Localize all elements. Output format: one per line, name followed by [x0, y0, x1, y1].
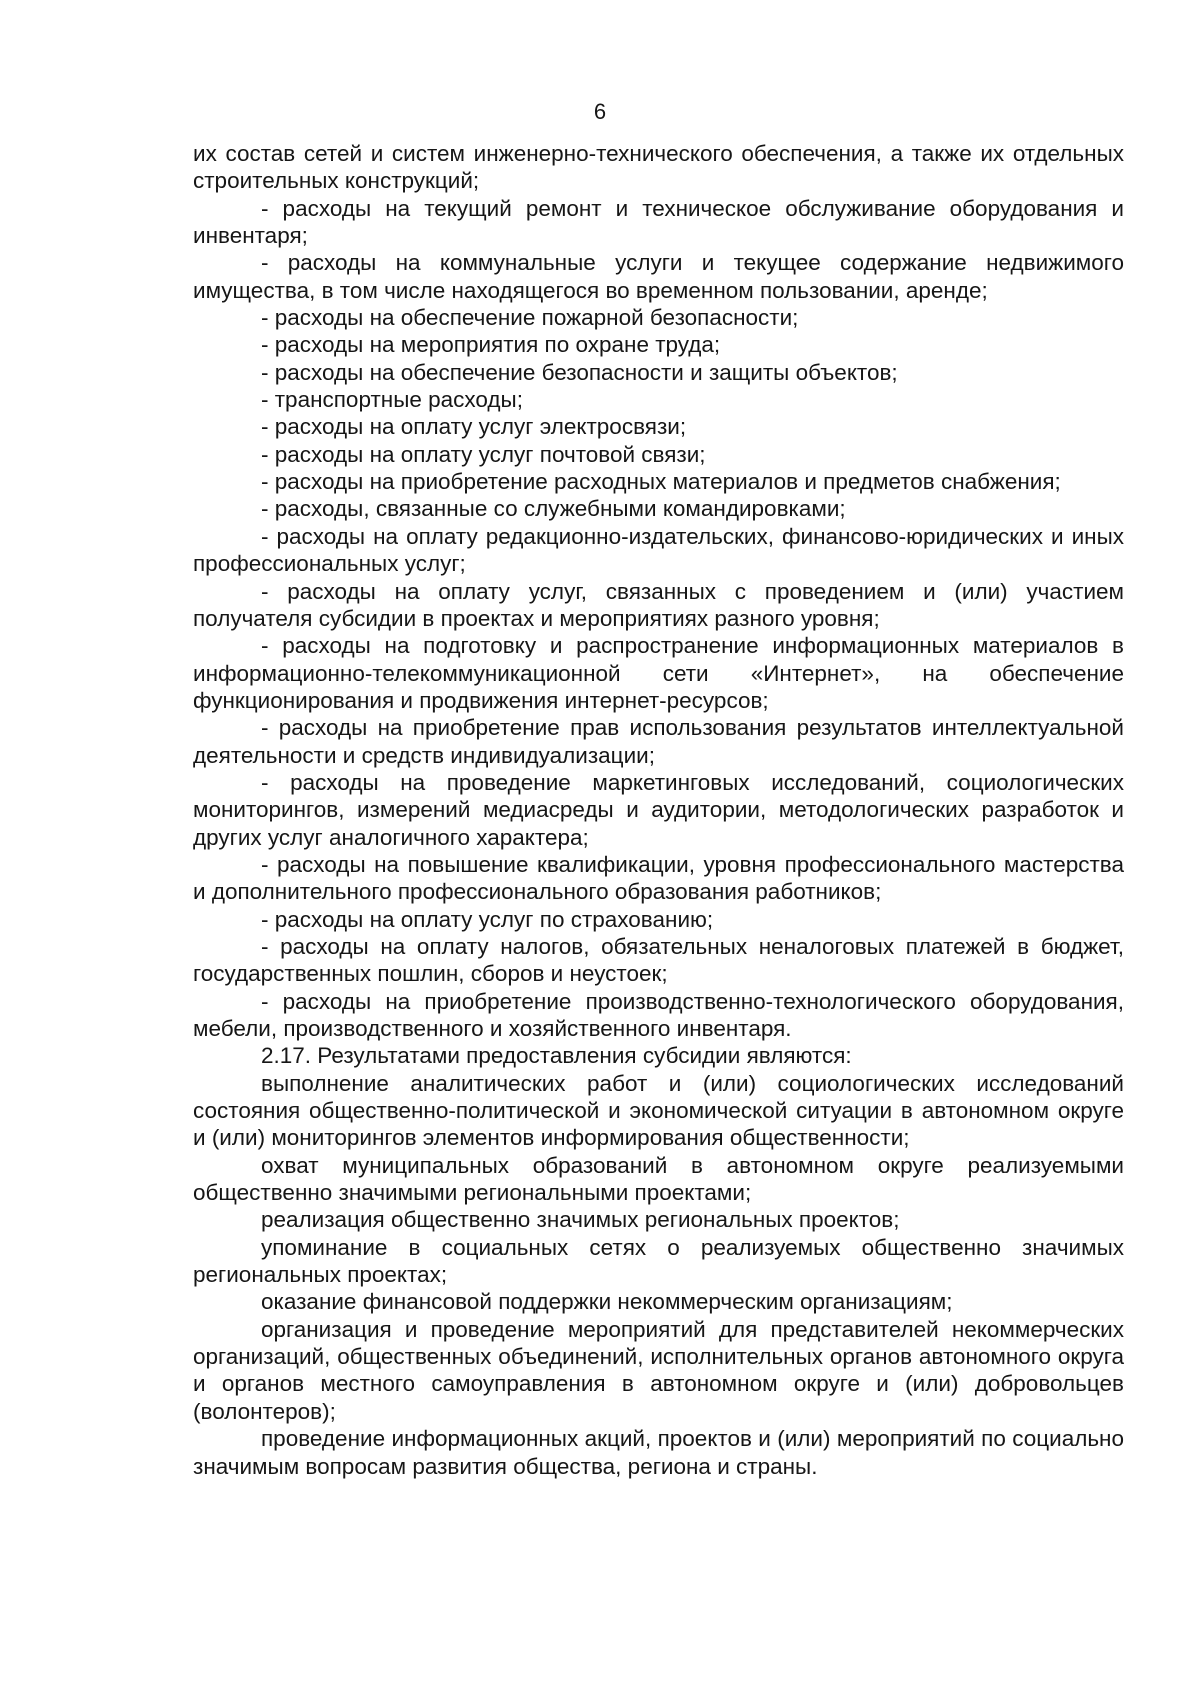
- document-body: [193, 140, 1124, 1480]
- result-item-project-implementation: реализация общественно значимых региональных проектов;: [261, 1207, 900, 1233]
- expense-item-telecom: - расходы на оплату услуг электросвязи;: [261, 414, 687, 440]
- expense-item-business-trips: - расходы, связанные со служебными командировками;: [261, 496, 846, 522]
- expense-item-insurance: - расходы на оплату услуг по страхованию;: [261, 906, 714, 932]
- expense-item-taxes: - расходы на оплату налогов, обязательных неналоговых платежей в бюджет, государственных пошлин, сборов и неустоек;: [193, 933, 1124, 987]
- expense-item-equipment: - расходы на приобретение производственно-технологического оборудования, мебели, производственного и хозяйственного инвентаря.: [193, 988, 1124, 1041]
- result-item-nko-support: оказание финансовой поддержки некоммерческим организациям;: [261, 1289, 953, 1315]
- expense-item-internet-materials: - расходы на подготовку и распространение информационных материалов в информационно-телекоммуникационной сети «Интернет», на обеспечение функционирования и продвижения интернет-ресурсов;: [193, 633, 1124, 713]
- expense-item-professional-services: - расходы на оплату редакционно-издательских, финансово-юридических и иных профессиональных услуг;: [193, 523, 1124, 577]
- expense-item-events-participation: - расходы на оплату услуг, связанных с проведением и (или) участием получателя субсидии в проектах и мероприятиях разного уровня;: [193, 578, 1124, 631]
- expense-item-marketing-research: - расходы на проведение маркетинговых исследований, социологических мониторингов, измерений медиасреды и аудитории, методологических разработок и других услуг аналогичного характера;: [193, 769, 1124, 850]
- section-heading-results: 2.17. Результатами предоставления субсидии являются:: [261, 1043, 852, 1069]
- expense-item-security: - расходы на обеспечение безопасности и защиты объектов;: [261, 359, 898, 385]
- result-item-social-mentions: упоминание в социальных сетях о реализуемых общественно значимых региональных проектах;: [193, 1234, 1124, 1288]
- page-number: 6: [593, 99, 607, 124]
- expense-item-intellectual-rights: - расходы на приобретение прав использования результатов интеллектуальной деятельности и средств индивидуализации;: [193, 715, 1124, 768]
- expense-item-labor-protection: - расходы на мероприятия по охране труда;: [261, 332, 721, 358]
- expense-item-postal: - расходы на оплату услуг почтовой связи;: [261, 441, 706, 467]
- result-item-coverage: охват муниципальных образований в автономном округе реализуемыми общественно значимыми региональными проектами;: [193, 1152, 1124, 1206]
- expense-item-fire-safety: - расходы на обеспечение пожарной безопасности;: [261, 305, 799, 331]
- result-item-analytics: выполнение аналитических работ и (или) социологических исследований состояния общественно-политической и экономической ситуации в автономном округе и (или) мониторингов элементов информирования общественности;: [193, 1070, 1124, 1151]
- expense-item-repair: - расходы на текущий ремонт и техническое обслуживание оборудования и инвентаря;: [193, 195, 1124, 249]
- expense-item-training: - расходы на повышение квалификации, уровня профессионального мастерства и дополнительного профессионального образования работников;: [193, 851, 1124, 905]
- paragraph-continuation: их состав сетей и систем инженерно-технического обеспечения, а также их отдельных строительных конструкций;: [193, 141, 1124, 194]
- expense-item-utilities: - расходы на коммунальные услуги и текущее содержание недвижимого имущества, в том числе находящегося во временном пользовании, аренде;: [193, 250, 1124, 303]
- result-item-events-organization: организация и проведение мероприятий для представителей некоммерческих организаций, общественных объединений, исполнительных органов автономного округа и органов местного самоуправления в автономном округе и (или) добровольцев (волонтеров);: [193, 1316, 1124, 1424]
- expense-item-supplies: - расходы на приобретение расходных материалов и предметов снабжения;: [261, 469, 1061, 495]
- result-item-information-campaigns: проведение информационных акций, проектов и (или) мероприятий по социально значимым вопросам развития общества, региона и страны.: [193, 1426, 1124, 1479]
- expense-item-transport: - транспортные расходы;: [261, 387, 523, 413]
